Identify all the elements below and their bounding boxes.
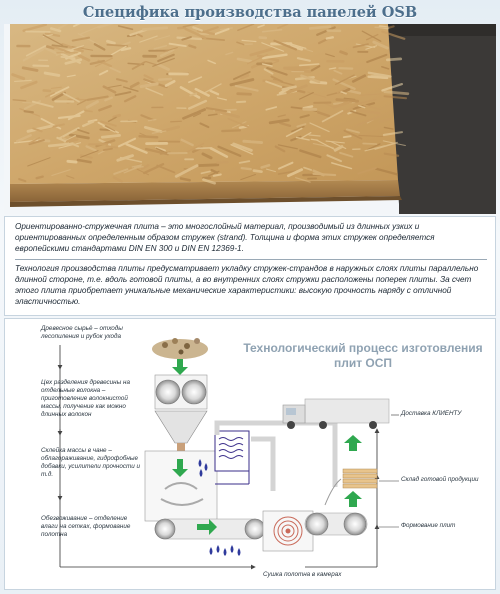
step-plate-forming: Формование плит <box>401 522 456 529</box>
flow-arrow-up-icon <box>344 435 362 451</box>
hopper-icon <box>155 411 207 443</box>
step-gluing: Склейка массы в чане – облагораживание, гидрофобные добавки, усилители прочности и т.д. <box>41 447 141 478</box>
osb-board-illustration <box>4 24 496 214</box>
crusher-rollers-icon <box>155 375 207 409</box>
osb-board-photo <box>4 24 496 214</box>
step-raw-material: Древесное сырьё – отходы лесопиления и рубок ухода <box>41 325 123 340</box>
dryer-spiral-icon <box>263 511 313 551</box>
description-paragraph-1: Ориентированно-стружечная плита – это многослойный материал, производимый из длинных узких и ориентированных определенным образом стружек (strand). Толщина и форма этих стружек определяется европейскими стандартами DIN EN 300 и DIN EN 12369-1. <box>15 222 435 253</box>
diagram-title: Технологический процесс изготовления плит ОСП <box>243 341 483 370</box>
flow-arrow-down-icon <box>172 359 188 375</box>
step-dewatering: Обезвоживание – отделение влаги на сетках, формование полотна <box>41 515 131 538</box>
process-diagram <box>4 318 496 590</box>
raw-wood-pile-icon <box>152 338 208 359</box>
additive-tank-icon <box>215 431 249 484</box>
lumber-stack-icon <box>343 469 377 488</box>
dewatering-conveyor-icon <box>155 519 265 539</box>
page-title: Специфика производства панелей OSB <box>82 4 418 21</box>
step-fiber-separation: Цех разделения древесины на отдельные волокна – приготовление волокнистой массы, получение как можно длинных волокон <box>41 379 130 418</box>
step-warehouse: Склад готовой продукции <box>401 476 479 483</box>
description-box <box>4 216 496 316</box>
step-drying: Сушка полотна в камерах <box>263 571 342 578</box>
step-delivery: Доставка КЛИЕНТУ <box>401 410 462 417</box>
description-paragraph-2: Технология производства плиты предусматривает укладку стружек-страндов в наружных слоях плиты параллельно длинной стороне, т.е. вдоль готовой плиты, а во внутренних слоях стружки расположены поперек плиты. За счет этого плита приобретает уникальные механические характеристики: высокую прочность наряду с отличной эластичностью. <box>15 264 479 306</box>
divider <box>15 259 487 260</box>
flow-arrow-up-icon <box>344 491 362 507</box>
mixer-vat-icon <box>145 451 217 521</box>
